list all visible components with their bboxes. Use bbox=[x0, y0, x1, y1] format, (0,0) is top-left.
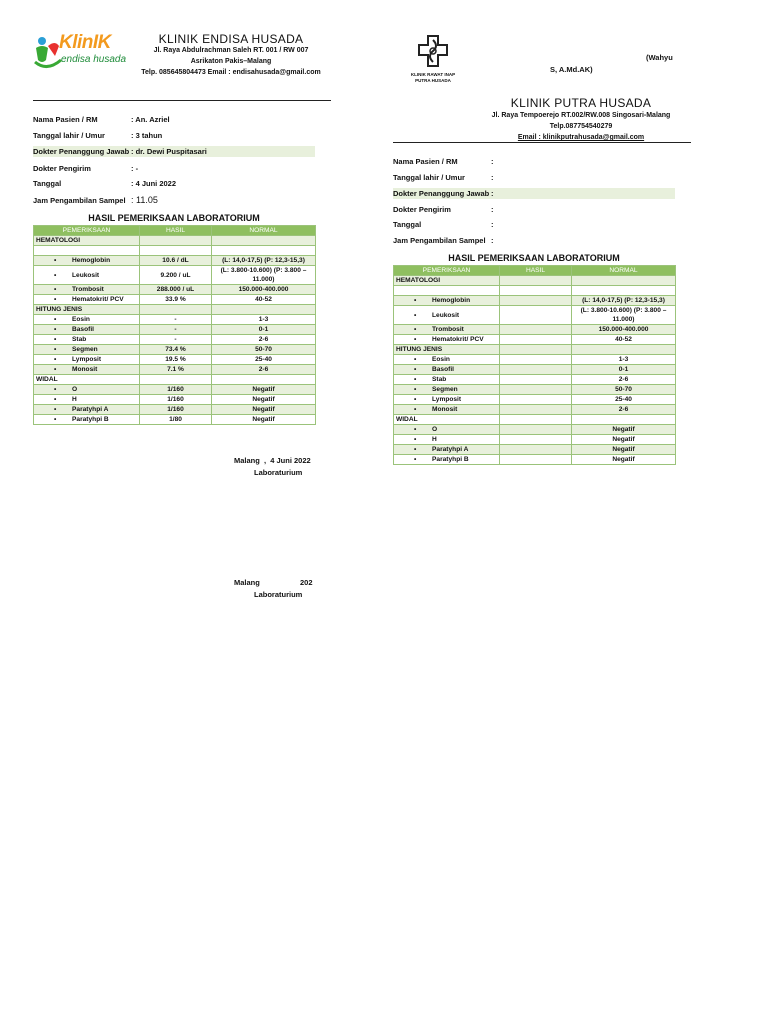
col-header-pemeriksaan: PEMERIKSAAN bbox=[34, 226, 140, 236]
test-normal: 150.000-400.000 bbox=[212, 285, 316, 295]
table-row: • Hematokrit/ PCV 40-52 bbox=[394, 335, 676, 345]
sample-time-row bbox=[393, 235, 675, 246]
section-label: HITUNG JENIS bbox=[34, 305, 140, 315]
test-normal: Negatif bbox=[212, 385, 316, 395]
field-label: Tanggal lahir / Umur bbox=[393, 173, 465, 182]
field-value: : - bbox=[131, 164, 139, 173]
test-name: Paratyhpi A bbox=[432, 446, 469, 453]
clinic-phone-line: Telp.087754540279 bbox=[549, 123, 613, 130]
test-normal: 2-6 bbox=[212, 365, 316, 375]
test-normal: 0-1 bbox=[572, 365, 676, 375]
lab-title: HASIL PEMERIKSAAN LABORATORIUM bbox=[88, 213, 260, 223]
test-name: Segmen bbox=[432, 386, 458, 393]
test-result: 1/160 bbox=[140, 405, 212, 415]
test-normal: Negatif bbox=[572, 425, 676, 435]
test-result: - bbox=[140, 325, 212, 335]
test-name: O bbox=[72, 386, 78, 393]
section-row-hematologi bbox=[394, 276, 676, 286]
test-normal: 0-1 bbox=[212, 325, 316, 335]
table-row: • Paratyhpi A Negatif bbox=[394, 445, 676, 455]
referring-doctor-row bbox=[393, 204, 675, 215]
table-row: • Leukosit (L: 3.800-10.600) (P: 3.800 – 11.000) bbox=[394, 306, 676, 325]
field-label: Dokter Penanggung Jawab bbox=[33, 147, 130, 156]
test-normal: Negatif bbox=[212, 395, 316, 405]
table-row: • Paratyhpi B Negatif bbox=[394, 455, 676, 465]
test-normal: Negatif bbox=[212, 415, 316, 425]
signer-name-2: S, A.Md.AK) bbox=[550, 65, 593, 74]
test-result bbox=[500, 385, 572, 395]
table-row: • Basofil 0-1 bbox=[394, 365, 676, 375]
referring-doctor-row bbox=[33, 163, 315, 174]
table-header-row bbox=[394, 266, 676, 276]
klinik-endisa-logo bbox=[33, 34, 127, 70]
test-name: Hemoglobin bbox=[72, 257, 111, 264]
test-name: Stab bbox=[72, 336, 87, 343]
test-name: Hematokrit/ PCV bbox=[72, 296, 124, 303]
table-row: • Lymposit 19.5 % 25-40 bbox=[34, 355, 316, 365]
test-normal: 50-70 bbox=[212, 345, 316, 355]
test-result: 19.5 % bbox=[140, 355, 212, 365]
test-result bbox=[500, 306, 572, 325]
clinic-address-line-1: Jl. Raya Abdulrachman Saleh RT. 001 / RW 007 bbox=[153, 47, 309, 54]
test-result bbox=[500, 445, 572, 455]
test-normal: (L: 14,0-17,5) (P: 12,3-15,3) bbox=[572, 296, 676, 306]
table-row: • H 1/160 Negatif bbox=[34, 395, 316, 405]
signer-name-1: (Wahyu bbox=[646, 53, 673, 62]
test-name: Eosin bbox=[432, 356, 450, 363]
test-result: 1/80 bbox=[140, 415, 212, 425]
field-value: : An. Azriel bbox=[131, 115, 170, 124]
logo-caption-2: PUTRA HUSADA bbox=[415, 78, 451, 83]
test-name: Leukosit bbox=[432, 311, 460, 319]
col-header-hasil: HASIL bbox=[500, 266, 572, 276]
test-normal: 1-3 bbox=[212, 315, 316, 325]
test-name: O bbox=[432, 426, 438, 433]
table-row: • Monosit 2-6 bbox=[394, 405, 676, 415]
test-result bbox=[500, 435, 572, 445]
test-result bbox=[500, 455, 572, 465]
field-label: Nama Pasien / RM bbox=[33, 115, 98, 124]
test-normal: Negatif bbox=[572, 435, 676, 445]
test-result: 288.000 / uL bbox=[140, 285, 212, 295]
col-header-pemeriksaan: PEMERIKSAAN bbox=[394, 266, 500, 276]
field-value: : dr. Dewi Puspitasari bbox=[131, 147, 207, 156]
spacer-row bbox=[394, 286, 676, 296]
logo-caption-1: KLINIK RAWAT INAP bbox=[410, 72, 456, 77]
table-row: • H Negatif bbox=[394, 435, 676, 445]
table-row: • Segmen 50-70 bbox=[394, 385, 676, 395]
test-normal: 25-40 bbox=[572, 395, 676, 405]
field-value: : 4 Juni 2022 bbox=[131, 179, 177, 188]
field-value: : bbox=[491, 157, 494, 166]
table-row: • Segmen 73.4 % 50-70 bbox=[34, 345, 316, 355]
section-label: WIDAL bbox=[34, 375, 140, 385]
test-name: Basofil bbox=[72, 326, 94, 333]
field-label: Nama Pasien / RM bbox=[393, 157, 458, 166]
test-normal: 1-3 bbox=[572, 355, 676, 365]
section-row-widal bbox=[34, 375, 316, 385]
test-result: - bbox=[140, 335, 212, 345]
test-result bbox=[500, 325, 572, 335]
col-header-hasil: HASIL bbox=[140, 226, 212, 236]
test-normal: 40-52 bbox=[572, 335, 676, 345]
test-result: 9.200 / uL bbox=[140, 266, 212, 285]
table-row: • Monosit 7.1 % 2-6 bbox=[34, 365, 316, 375]
test-result bbox=[500, 296, 572, 306]
test-result bbox=[500, 425, 572, 435]
patient-birthdate-row bbox=[393, 172, 675, 183]
test-result: - bbox=[140, 315, 212, 325]
clinic-address-line-1: Jl. Raya Tempoerejo RT.002/RW.008 Singosari-Malang bbox=[491, 112, 671, 119]
signature-role: Laboraturium bbox=[254, 468, 303, 477]
test-name: Paratyhpi B bbox=[432, 456, 469, 463]
test-result: 33.9 % bbox=[140, 295, 212, 305]
test-name: Paratyhpi B bbox=[72, 416, 109, 423]
test-name: Eosin bbox=[72, 316, 90, 323]
patient-birthdate-row bbox=[33, 130, 315, 141]
test-result: 10.6 / dL bbox=[140, 256, 212, 266]
section-row-widal bbox=[394, 415, 676, 425]
test-name: Lymposit bbox=[432, 396, 462, 403]
signature-year-2: 202 bbox=[300, 578, 313, 587]
test-result: 73.4 % bbox=[140, 345, 212, 355]
table-header-row bbox=[34, 226, 316, 236]
putra-husada-logo bbox=[405, 34, 461, 90]
test-normal: 2-6 bbox=[212, 335, 316, 345]
test-result bbox=[500, 355, 572, 365]
table-row: • Lymposit 25-40 bbox=[394, 395, 676, 405]
spacer-row bbox=[34, 246, 316, 256]
test-normal: (L: 3.800-10.600) (P: 3.800 – 11.000) bbox=[212, 266, 316, 285]
clinic-contact-line: Telp. 085645804473 Email : endisahusada@gmail.com bbox=[141, 69, 321, 76]
field-label: Tanggal bbox=[33, 179, 62, 188]
signature-city-2: Malang bbox=[234, 578, 260, 587]
field-label: Dokter Pengirim bbox=[33, 164, 91, 173]
field-value: : 3 tahun bbox=[131, 131, 163, 140]
clinic-email-line: Email : klinikputrahusada@gmail.com bbox=[517, 134, 645, 141]
clinic-address-line-2: Asrikaton Pakis–Malang bbox=[190, 58, 272, 65]
field-value: : 11.05 bbox=[131, 195, 158, 205]
test-result: 1/160 bbox=[140, 395, 212, 405]
test-normal: 2-6 bbox=[572, 375, 676, 385]
test-result bbox=[500, 405, 572, 415]
header-divider bbox=[393, 142, 691, 143]
field-value: : bbox=[491, 220, 494, 229]
lab-title: HASIL PEMERIKSAAN LABORATORIUM bbox=[448, 253, 620, 263]
test-normal: 25-40 bbox=[212, 355, 316, 365]
test-name: Lymposit bbox=[72, 356, 102, 363]
test-normal: Negatif bbox=[572, 455, 676, 465]
test-normal: 150.000-400.000 bbox=[572, 325, 676, 335]
test-result: 7.1 % bbox=[140, 365, 212, 375]
test-normal: (L: 3.800-10.600) (P: 3.800 – 11.000) bbox=[572, 306, 676, 325]
table-row: • Trombosit 288.000 / uL 150.000-400.000 bbox=[34, 285, 316, 295]
test-name: Monosit bbox=[432, 406, 458, 413]
section-label: HITUNG JENIS bbox=[394, 345, 500, 355]
date-row bbox=[33, 178, 315, 189]
test-name: Leukosit bbox=[72, 271, 100, 279]
test-normal: 2-6 bbox=[572, 405, 676, 415]
test-name: H bbox=[72, 396, 77, 403]
test-result bbox=[500, 395, 572, 405]
field-label: Jam Pengambilan Sampel bbox=[393, 236, 486, 245]
test-result bbox=[500, 375, 572, 385]
section-label: WIDAL bbox=[394, 415, 500, 425]
table-row: • Stab - 2-6 bbox=[34, 335, 316, 345]
table-row: • O 1/160 Negatif bbox=[34, 385, 316, 395]
section-row-hitung-jenis bbox=[34, 305, 316, 315]
test-result bbox=[500, 335, 572, 345]
table-row: • Hematokrit/ PCV 33.9 % 40-52 bbox=[34, 295, 316, 305]
test-normal: Negatif bbox=[572, 445, 676, 455]
table-row: • O Negatif bbox=[394, 425, 676, 435]
table-row: • Paratyhpi B 1/80 Negatif bbox=[34, 415, 316, 425]
test-name: Hematokrit/ PCV bbox=[432, 336, 484, 343]
field-value: : bbox=[491, 189, 494, 198]
field-value: : bbox=[491, 205, 494, 214]
test-normal: 40-52 bbox=[212, 295, 316, 305]
test-name: Segmen bbox=[72, 346, 98, 353]
test-name: Monosit bbox=[72, 366, 98, 373]
table-row: • Leukosit 9.200 / uL (L: 3.800-10.600) (P: 3.800 – 11.000) bbox=[34, 266, 316, 285]
test-name: Paratyhpi A bbox=[72, 406, 109, 413]
test-name: Trombosit bbox=[432, 326, 464, 333]
test-name: H bbox=[432, 436, 437, 443]
test-normal: 50-70 bbox=[572, 385, 676, 395]
clinic-name: KLINIK ENDISA HUSADA bbox=[158, 32, 304, 46]
lab-results-table bbox=[393, 265, 676, 465]
field-label: Tanggal lahir / Umur bbox=[33, 131, 105, 140]
test-result bbox=[500, 365, 572, 375]
table-row: • Eosin - 1-3 bbox=[34, 315, 316, 325]
field-label: Jam Pengambilan Sampel bbox=[33, 196, 126, 205]
section-label: HEMATOLOGI bbox=[394, 276, 500, 286]
header-divider bbox=[33, 100, 331, 101]
medical-cross-icon bbox=[417, 34, 449, 68]
table-row: • Hemoglobin 10.6 / dL (L: 14,0-17,5) (P: 12,3-15,3) bbox=[34, 256, 316, 266]
patient-name-row bbox=[393, 156, 675, 167]
table-row: • Hemoglobin (L: 14,0-17,5) (P: 12,3-15,3) bbox=[394, 296, 676, 306]
test-normal: (L: 14,0-17,5) (P: 12,3-15,3) bbox=[212, 256, 316, 266]
table-row: • Basofil - 0-1 bbox=[34, 325, 316, 335]
signature-role-2: Laboraturium bbox=[254, 590, 303, 599]
lab-results-table bbox=[33, 225, 316, 425]
field-label: Dokter Pengirim bbox=[393, 205, 451, 214]
table-row: • Stab 2-6 bbox=[394, 375, 676, 385]
date-row bbox=[393, 219, 675, 230]
col-header-normal: NORMAL bbox=[212, 226, 316, 236]
sample-time-row bbox=[33, 195, 315, 206]
test-name: Hemoglobin bbox=[432, 297, 471, 304]
test-name: Stab bbox=[432, 376, 447, 383]
section-row-hematologi bbox=[34, 236, 316, 246]
signature-city-date: Malang , 4 Juni 2022 bbox=[234, 456, 311, 465]
field-value: : bbox=[491, 236, 494, 245]
table-row: • Trombosit 150.000-400.000 bbox=[394, 325, 676, 335]
test-name: Basofil bbox=[432, 366, 454, 373]
field-label: Tanggal bbox=[393, 220, 422, 229]
test-result: 1/160 bbox=[140, 385, 212, 395]
clinic-name: KLINIK PUTRA HUSADA bbox=[510, 96, 652, 110]
field-value: : bbox=[491, 173, 494, 182]
table-row: • Paratyhpi A 1/160 Negatif bbox=[34, 405, 316, 415]
table-row: • Eosin 1-3 bbox=[394, 355, 676, 365]
section-row-hitung-jenis bbox=[394, 345, 676, 355]
test-normal: Negatif bbox=[212, 405, 316, 415]
responsible-doctor-row bbox=[33, 146, 315, 157]
logo-text-bottom: endisa husada bbox=[61, 54, 127, 65]
patient-name-row bbox=[33, 114, 315, 125]
col-header-normal: NORMAL bbox=[572, 266, 676, 276]
field-label: Dokter Penanggung Jawab bbox=[393, 189, 490, 198]
responsible-doctor-row bbox=[393, 188, 675, 199]
section-label: HEMATOLOGI bbox=[34, 236, 140, 246]
test-name: Trombosit bbox=[72, 286, 104, 293]
logo-text-top: KlinIK bbox=[59, 32, 111, 53]
